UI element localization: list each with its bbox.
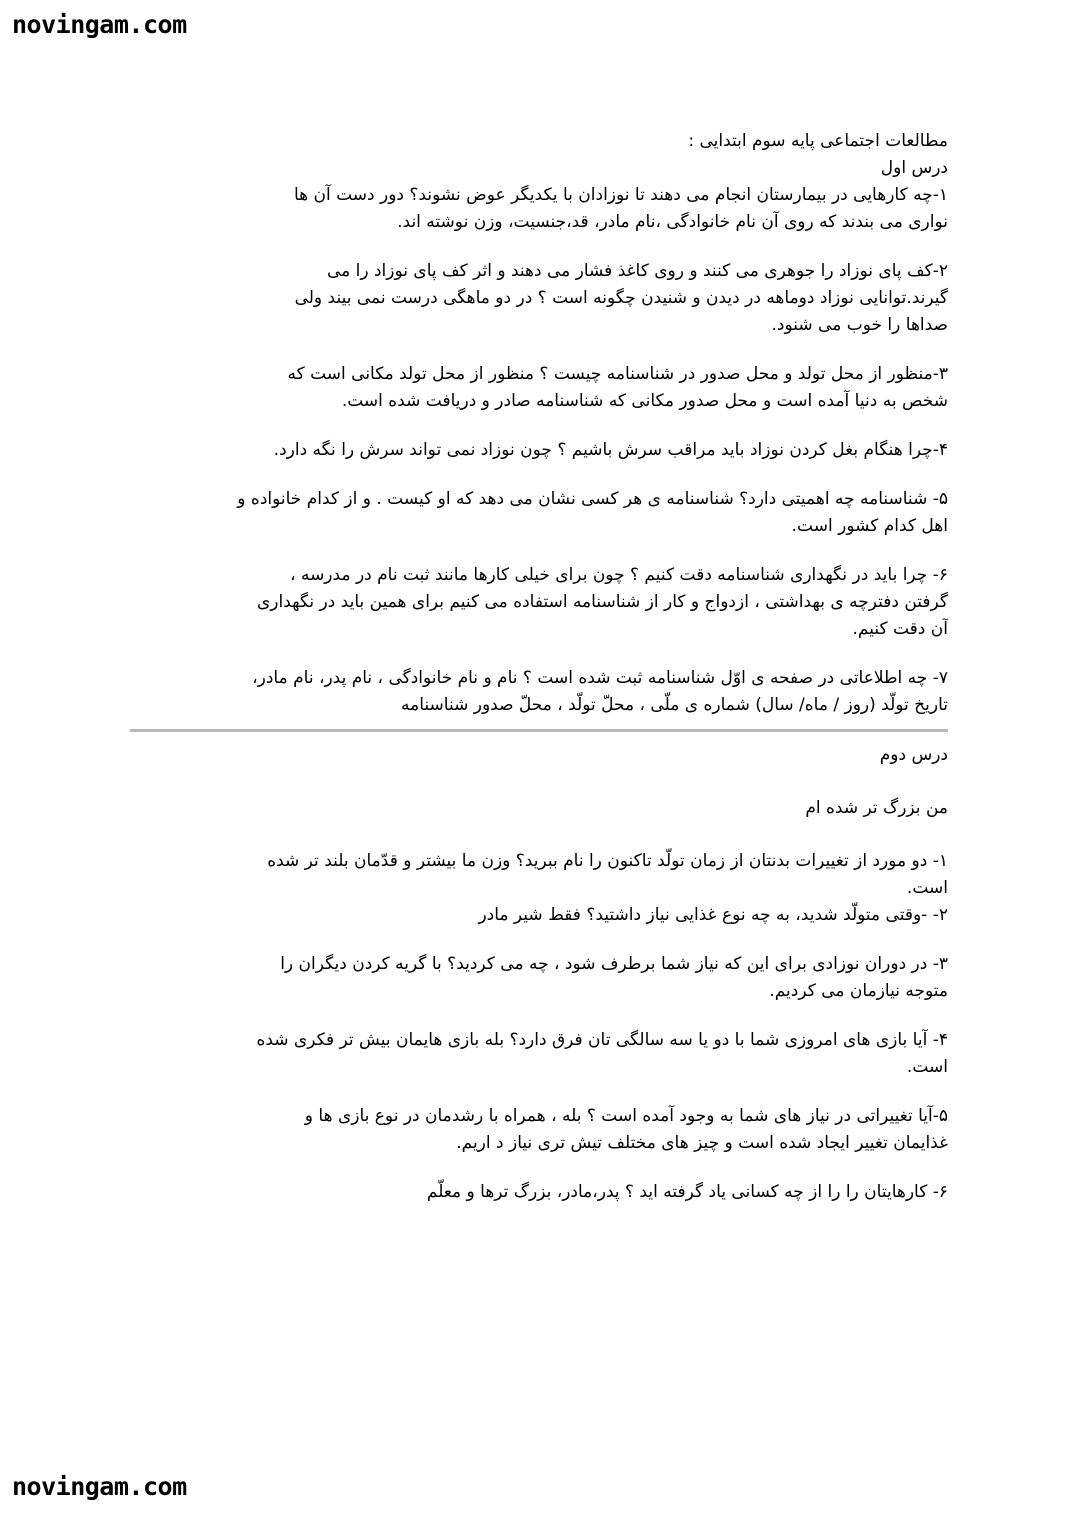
watermark-top: novingam.com xyxy=(12,10,187,39)
lesson1-qa-4 xyxy=(130,437,948,464)
lesson2-qa-3 xyxy=(130,951,948,1005)
qa-line: ۲-کف پای نوزاد را جوهری می کنند و روی کاغذ فشار می دهند و اثر کف پای نوزاد را می xyxy=(326,261,948,281)
lesson2-qa-5 xyxy=(130,1103,948,1157)
qa-line: ۱- دو مورد از تغییرات بدنتان از زمان تولّد تاکنون را نام ببرید؟ وزن ما بیشتر و قدّمان بلند تر شده xyxy=(267,851,948,871)
qa-line: ۲- -وقتی متولّد شدید، به چه نوع غذایی نیاز داشتید؟ فقط شیر مادر xyxy=(478,905,948,925)
qa-line: ۵- شناسنامه چه اهمیتی دارد؟ شناسنامه ی هر کسی نشان می دهد که او کیست . و از کدام خانواده و xyxy=(237,489,948,509)
lesson2-title: من بزرگ تر شده ام xyxy=(805,798,948,818)
qa-line: متوجه نیازمان می کردیم. xyxy=(769,981,948,1001)
qa-line: ۶- چرا باید در نگهداری شناسنامه دقت کنیم ؟ چون برای خیلی کارها مانند ثبت نام در مدرسه ، xyxy=(290,565,948,585)
lesson1-qa-2 xyxy=(165,258,948,339)
qa-line: ۵-آیا تغییراتی در نیاز های شما به وجود آمده است ؟ بله ، همراه با رشدمان در نوع بازی ها و xyxy=(304,1106,948,1126)
qa-line: است. xyxy=(906,878,948,898)
lesson1-qa-7 xyxy=(130,665,948,719)
lesson1-qa-1 xyxy=(130,182,948,236)
qa-line: صداها را خوب می شنود. xyxy=(771,315,948,335)
lesson1-qa-3 xyxy=(185,361,948,415)
qa-line: آن دقت کنیم. xyxy=(852,619,948,639)
qa-line: گیرند.توانایی نوزاد دوماهه در دیدن و شنیدن چگونه است ؟ در دو ماهگی درست نمی بیند ولی xyxy=(294,288,948,308)
qa-line: اهل کدام کشور است. xyxy=(791,516,948,536)
qa-line: شخص به دنیا آمده است و محل صدور مکانی که شناسنامه صادر و دریافت شده است. xyxy=(341,391,948,411)
lesson1-qa-5 xyxy=(130,486,948,540)
qa-line: ۴- آیا بازی های امروزی شما با دو یا سه سالگی تان فرق دارد؟ بله بازی هایمان بیش تر فکری شده xyxy=(256,1030,948,1050)
qa-line: است. xyxy=(906,1057,948,1077)
section-divider xyxy=(130,729,948,732)
lesson2-subtitle: درس دوم xyxy=(879,745,948,765)
qa-line: ۱-چه کارهایی در بیمارستان انجام می دهند تا نوزادان با یکدیگر عوض نشوند؟ دور دست آن ها xyxy=(293,185,948,205)
lesson1-title: مطالعات اجتماعی پایه سوم ابتدایی : xyxy=(688,131,948,151)
qa-line: ۶- کارهایتان را را از چه کسانی یاد گرفته اید ؟ پدر،مادر، بزرگ ترها و معلّم xyxy=(426,1182,948,1202)
lesson2-qa-6 xyxy=(130,1179,948,1206)
qa-line: تاریخ تولّد (روز / ماه/ سال) شماره ی ملّی ، محلّ تولّد ، محلّ صدور شناسنامه xyxy=(401,695,948,715)
document-body xyxy=(130,128,948,1228)
lesson1-subtitle: درس اول xyxy=(880,158,948,178)
qa-line: ۳- در دوران نوزادی برای این که نیاز شما برطرف شود ، چه می کردید؟ با گریه کردن دیگران را xyxy=(280,954,948,974)
qa-line: ۳-منظور از محل تولد و محل صدور در شناسنامه چیست ؟ منظور از محل تولد مکانی است که xyxy=(287,364,948,384)
qa-line: گرفتن دفترچه ی بهداشتی ، ازدواج و کار از شناسنامه استفاده می کنیم برای همین باید در نگهداری xyxy=(256,592,948,612)
qa-line: ۴-چرا هنگام بغل کردن نوزاد باید مراقب سرش باشیم ؟ چون نوزاد نمی تواند سرش را نگه دارد. xyxy=(273,440,948,460)
lesson2-qa-4 xyxy=(130,1027,948,1081)
qa-line: ۷- چه اطلاعاتی در صفحه ی اوّل شناسنامه ثبت شده است ؟ نام و نام خانوادگی ، نام پدر، نام مادر، xyxy=(252,668,948,688)
lesson2-qa-1 xyxy=(130,848,948,929)
watermark-bottom: novingam.com xyxy=(12,1472,187,1501)
qa-line: غذایمان تغییر ایجاد شده است و چیز های مختلف تیش تری نیاز د اریم. xyxy=(456,1133,948,1153)
qa-line: نواری می بندند که روی آن نام خانوادگی ،نام مادر، قد،جنسیت، وزن نوشته اند. xyxy=(397,212,948,232)
lesson1-qa-6 xyxy=(130,562,948,643)
